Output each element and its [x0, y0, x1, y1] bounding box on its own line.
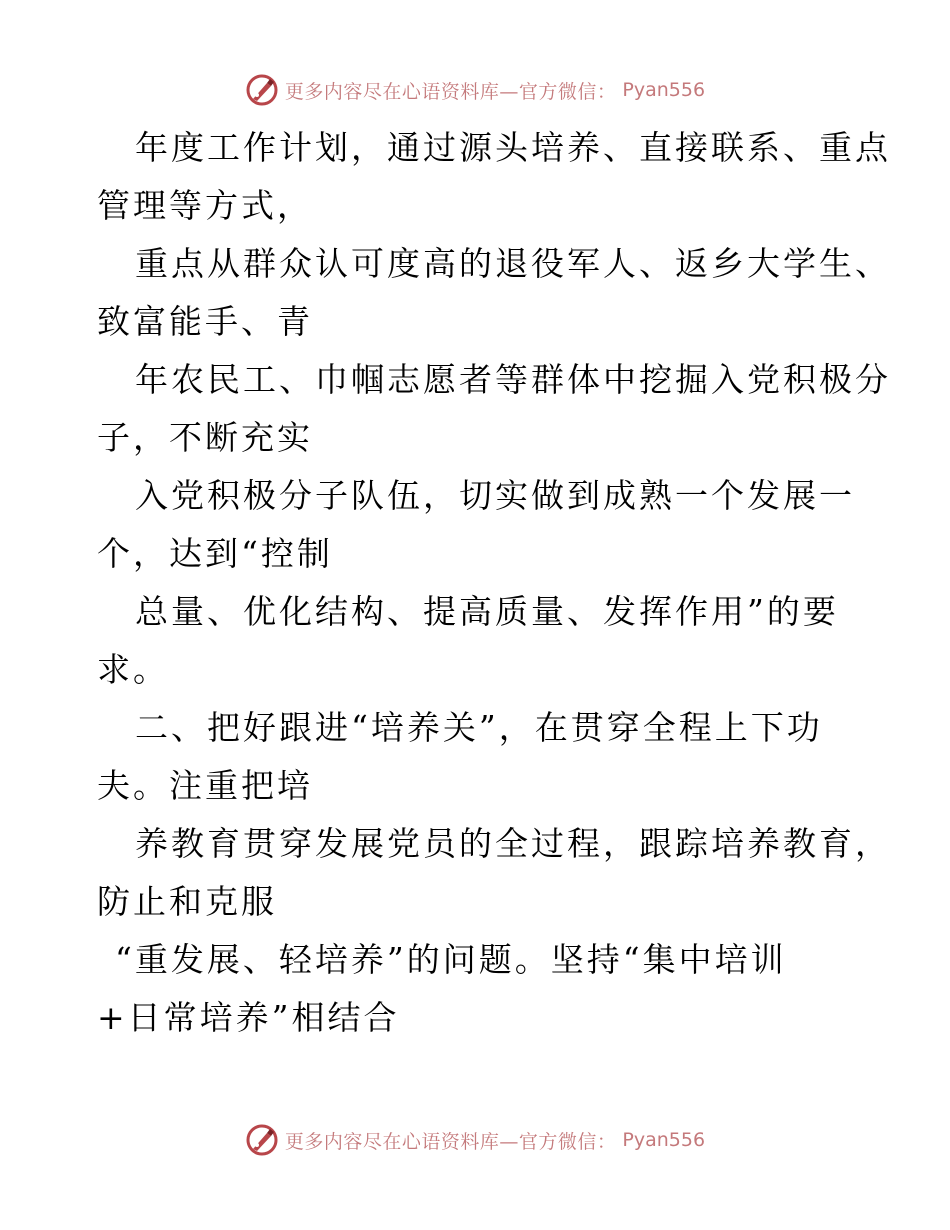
text-line: +日常培养”相结合 — [97, 998, 400, 1037]
text-line: 求。 — [97, 650, 169, 689]
text-line: “重发展、轻培养”的问题。坚持“集中培训 — [115, 940, 787, 979]
text-line: 个，达到“控制 — [97, 534, 333, 573]
text-line: 入党积极分子队伍，切实做到成熟一个发展一 — [135, 476, 855, 515]
text-line: 重点从群众认可度高的退役军人、返乡大学生、 — [135, 244, 891, 283]
text-line: 子，不断充实 — [97, 418, 313, 457]
watermark-text: 更多内容尽在心语资料库—官方微信： — [284, 1130, 617, 1153]
watermark-text: 更多内容尽在心语资料库—官方微信： — [284, 80, 617, 103]
text-line: 养教育贯穿发展党员的全过程，跟踪培养教育， — [135, 824, 891, 863]
text-line: 防止和克服 — [97, 882, 277, 921]
text-line: 年度工作计划，通过源头培养、直接联系、重点 — [135, 128, 891, 167]
text-line: 管理等方式， — [97, 186, 313, 225]
text-line: 致富能手、青 — [97, 302, 313, 341]
text-line: 夫。注重把培 — [97, 766, 313, 805]
text-line: 二、把好跟进“培养关”，在贯穿全程上下功 — [135, 708, 823, 747]
pen-logo-icon — [245, 1123, 279, 1157]
watermark-wechat-id: Pyan556 — [622, 79, 706, 101]
text-line: 总量、优化结构、提高质量、发挥作用”的要 — [135, 592, 839, 631]
text-line: 年农民工、巾帼志愿者等群体中挖掘入党积极分 — [135, 360, 891, 399]
footer-watermark — [0, 1120, 950, 1160]
watermark-wechat-id: Pyan556 — [622, 1129, 706, 1151]
